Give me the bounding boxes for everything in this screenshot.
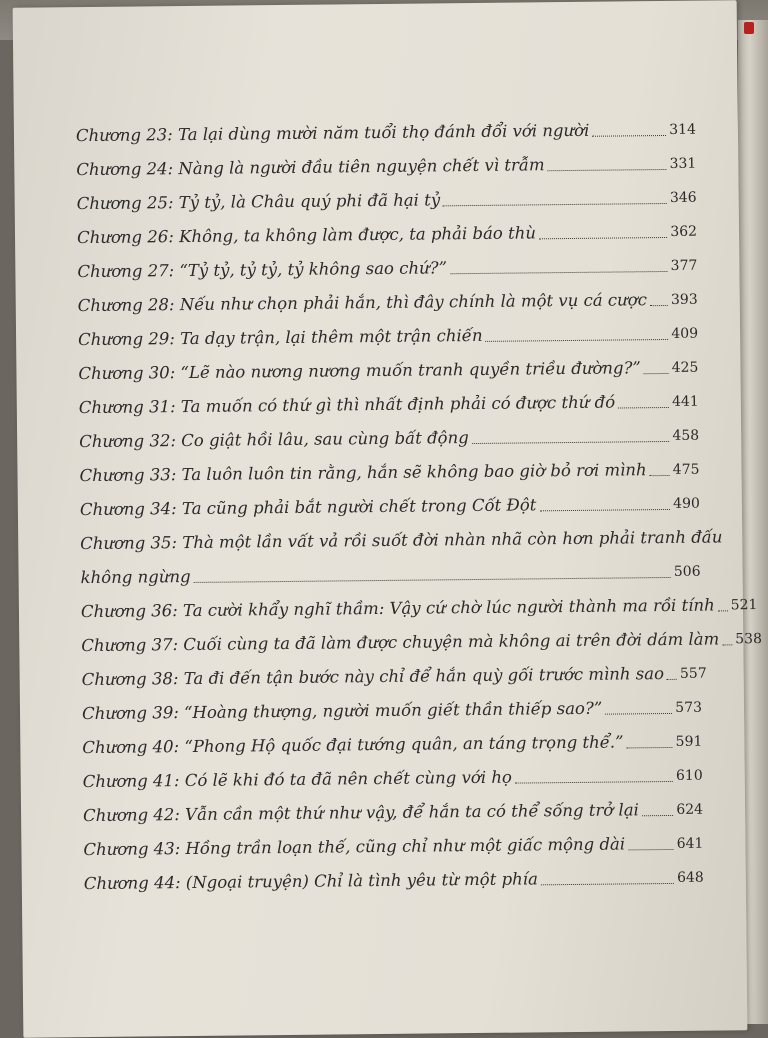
leader-dots: [486, 339, 669, 342]
toc-entry-page: 610: [675, 767, 703, 784]
toc-entry-title: Chương 26: Không, ta không làm được, ta phải báo thù: [76, 223, 537, 248]
toc-entry-page: 458: [672, 427, 700, 444]
leader-dots: [539, 237, 667, 239]
toc-entry-page: 377: [670, 257, 698, 274]
toc-entry-title: Chương 44: (Ngoại truyện) Chỉ là tình yêu từ một phía: [83, 869, 538, 894]
book-page: [13, 0, 763, 1038]
toc-entry: [77, 255, 697, 283]
leader-dots: [642, 815, 673, 816]
toc-entry: [79, 425, 699, 453]
toc-entry-page: 521: [730, 597, 758, 614]
toc-entry-title: Chương 41: Có lẽ khi đó ta đã nên chết cùng với họ: [82, 767, 512, 792]
toc-entry-title: Chương 24: Nàng là người đầu tiên nguyện chết vì trẫm: [76, 155, 545, 180]
toc-entry-page: 557: [679, 665, 707, 682]
toc-entry-title: Chương 40: “Phong Hộ quốc đại tướng quân, an táng trọng thể.”: [82, 732, 624, 758]
toc-entry-page: 490: [673, 495, 700, 512]
toc-entry: [78, 357, 698, 385]
toc-entry-title-cont: không ngừng: [80, 566, 191, 588]
toc-entry-page: 314: [669, 121, 697, 138]
toc-entry: [83, 765, 703, 793]
toc-entry-title: Chương 31: Ta muốn có thứ gì thì nhất định phải có được thứ đó: [78, 392, 616, 418]
leader-dots: [618, 407, 669, 409]
toc-entry-title: Chương 42: Vẫn cần một thứ như vậy, để hắn ta có thể sống trở lại: [82, 800, 639, 826]
leader-dots: [628, 849, 674, 850]
toc-entry-title: Chương 37: Cuối cùng ta đã làm được chuyện mà không ai trên đời dám làm: [81, 629, 720, 656]
leader-dots: [541, 883, 674, 885]
toc-entry-title: Chương 34: Ta cũng phải bắt người chết trong Cốt Đột: [79, 495, 537, 520]
toc-entry: [81, 663, 707, 691]
toc-entry: [82, 697, 702, 725]
toc-entry-page: 624: [676, 801, 704, 818]
toc-entry-title: Chương 32: Co giật hồi lâu, sau cùng bất động: [79, 428, 469, 452]
leader-dots: [605, 713, 672, 715]
toc-entry-page: 475: [672, 461, 700, 478]
toc-entry: [77, 221, 697, 249]
leader-dots: [472, 441, 670, 444]
toc-entry-title: Chương 27: “Tỷ tỷ, tỷ tỷ, tỷ không sao chứ?”: [77, 258, 448, 282]
toc-entry: [83, 799, 703, 827]
toc-entry: [77, 187, 697, 215]
toc-entry-title: Chương 29: Ta dạy trận, lại thêm một trận chiến: [78, 325, 483, 350]
toc-entry: [76, 153, 696, 181]
toc-entry-page: 641: [676, 835, 704, 852]
toc-entry-page: 648: [676, 869, 704, 886]
toc-entry: [78, 323, 698, 351]
toc-entry-page: 346: [669, 189, 697, 206]
leader-dots: [450, 271, 668, 274]
toc-entry-page: 506: [673, 563, 701, 580]
toc-entry-title: Chương 35: Thà một lần vất vả rồi suốt đời nhàn nhã còn hơn phải tranh đấu: [80, 527, 723, 554]
toc-entry-page: 538: [735, 631, 763, 648]
toc-entry-title: Chương 36: Ta cười khẩy nghĩ thầm: Vậy cứ chờ lúc người thành ma rồi tính: [80, 595, 715, 622]
toc-entry-title: Chương 23: Ta lại dùng mười năm tuổi thọ đánh đổi với người: [75, 120, 590, 146]
toc-entry-title: Chương 33: Ta luôn luôn tin rằng, hắn sẽ không bao giờ bỏ rơi mình: [79, 460, 647, 486]
toc-entry-page: 441: [671, 393, 699, 410]
leader-dots: [194, 577, 671, 583]
toc-entry: [80, 595, 758, 623]
toc-entry: [80, 561, 700, 589]
leader-dots: [718, 610, 728, 611]
toc-entry-page: 409: [671, 325, 699, 342]
toc-entry-page: 393: [670, 291, 698, 308]
red-bookmark: [744, 22, 754, 34]
table-of-contents: [75, 119, 763, 907]
toc-entry-page: 425: [671, 359, 699, 376]
toc-entry-page: 573: [675, 699, 703, 716]
leader-dots: [592, 135, 666, 137]
toc-entry-title: Chương 30: “Lẽ nào nương nương muốn tranh quyền triều đường?”: [78, 358, 641, 384]
toc-entry-page: 591: [675, 733, 703, 750]
toc-entry-title: Chương 43: Hồng trần loạn thế, cũng chỉ như một giấc mộng dài: [83, 834, 626, 860]
leader-dots: [443, 203, 667, 206]
toc-entry: [84, 867, 704, 895]
toc-entry-title: Chương 39: “Hoàng thượng, người muốn giết thần thiếp sao?”: [81, 698, 603, 724]
toc-entry-page: 362: [670, 223, 698, 240]
toc-entry: [82, 731, 702, 759]
leader-dots: [515, 781, 673, 784]
leader-dots: [644, 373, 669, 374]
leader-dots: [722, 644, 732, 645]
leader-dots: [650, 475, 670, 476]
toc-entry-title: Chương 25: Tỷ tỷ, là Châu quý phi đã hại tỷ: [76, 190, 441, 214]
leader-dots: [548, 169, 667, 171]
toc-entry: [76, 119, 696, 147]
toc-entry: [80, 493, 700, 521]
leader-dots: [627, 747, 673, 748]
toc-entry: [79, 459, 699, 487]
toc-entry: [81, 629, 763, 657]
toc-entry: [83, 833, 703, 861]
leader-dots: [667, 679, 677, 680]
toc-entry-page: 331: [669, 155, 697, 172]
toc-entry-title: Chương 28: Nếu như chọn phải hắn, thì đây chính là một vụ cá cược: [77, 290, 648, 316]
toc-entry: [78, 289, 698, 317]
toc-entry: [79, 391, 699, 419]
toc-entry-title: Chương 38: Ta đi đến tận bước này chỉ để hắn quỳ gối trước mình sao: [81, 664, 665, 690]
leader-dots: [650, 305, 668, 306]
leader-dots: [539, 509, 670, 511]
